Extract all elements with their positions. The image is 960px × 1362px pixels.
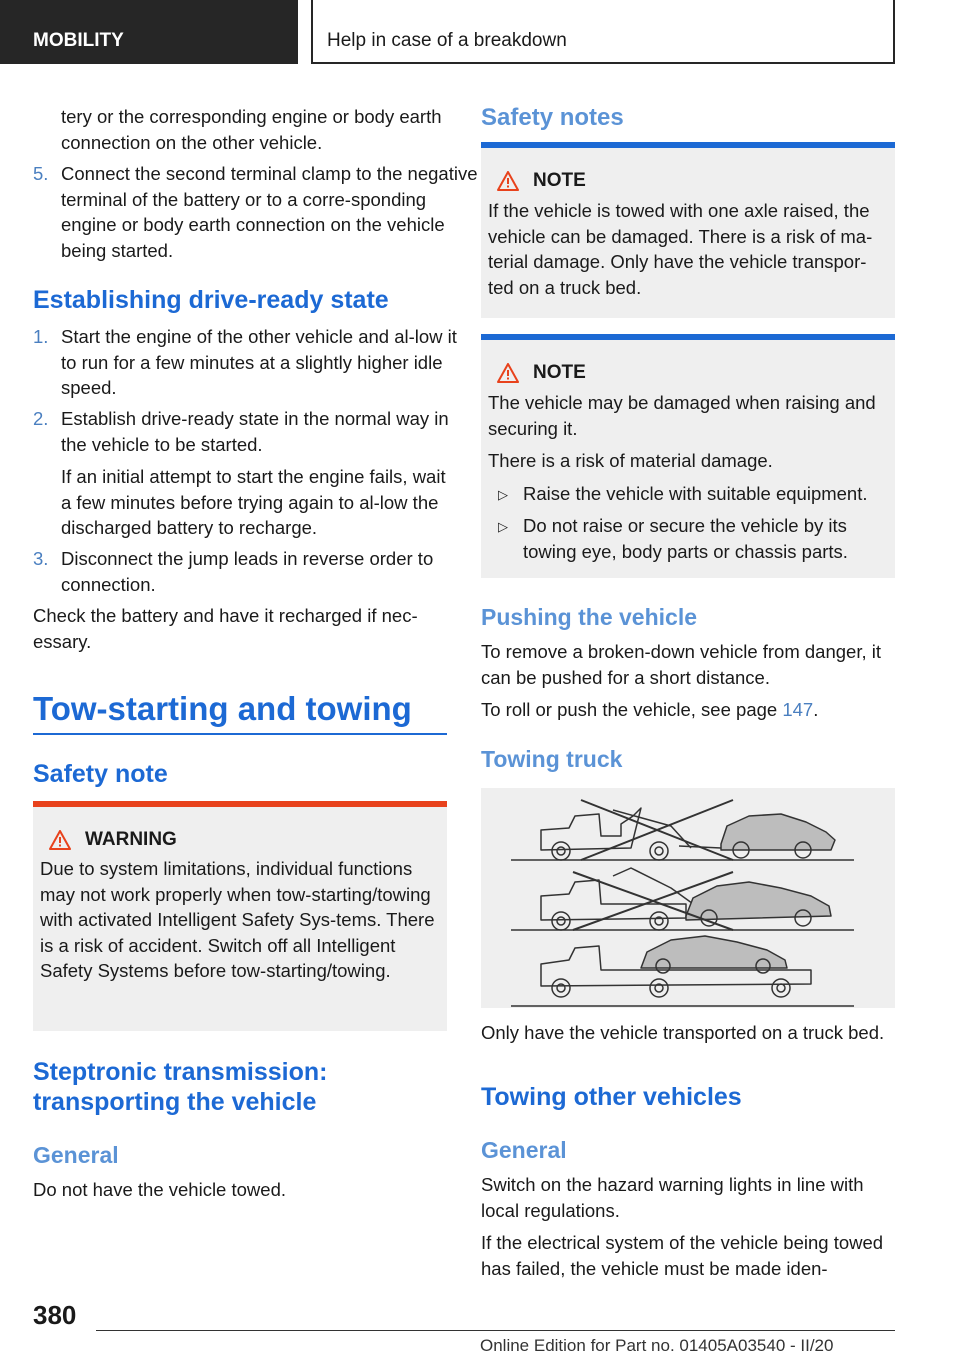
warning-text: Due to system limitations, individual functions may not work properly when tow-starting/towing with activated Intelligent Safety Sys-tems. There is a risk of accident. Switch off all Intelligent Safety Systems before tow-starting/towing. — [40, 858, 435, 981]
illustration-caption: Only have the vehicle transported on a truck bed. — [481, 1022, 885, 1043]
steptronic-heading: Steptronic transmission: transporting the vehicle — [33, 1058, 328, 1116]
step-2 — [33, 406, 471, 457]
note-bar — [481, 334, 895, 340]
hazard-text: Switch on the hazard warning lights in line with local regulations. — [481, 1174, 864, 1221]
step-text: Disconnect the jump leads in reverse order to connection. — [61, 548, 434, 595]
warning-triangle-icon — [49, 830, 71, 850]
safety-notes-heading: Safety notes — [481, 104, 624, 131]
towing-other-heading: Towing other vehicles — [481, 1083, 742, 1111]
pushing-page-ref: To roll or push the vehicle, see page 147. — [481, 699, 819, 720]
towing-illustration — [481, 788, 895, 1008]
check-battery-text: Check the battery and have it recharged if nec-essary. — [33, 605, 418, 652]
note-bullet: ▷ Raise the vehicle with suitable equipment. — [488, 481, 888, 507]
bullet-triangle-icon: ▷ — [498, 519, 508, 534]
electrical-text: If the electrical system of the vehicle being towed has failed, the vehicle must be made iden- — [481, 1232, 884, 1279]
section-tab: MOBILITY — [0, 0, 298, 64]
step-number: 1. — [33, 326, 49, 347]
note-text: The vehicle may be damaged when raising and securing it. — [488, 392, 876, 439]
warning-box — [33, 801, 447, 1031]
pushing-heading: Pushing the vehicle — [481, 604, 697, 630]
warning-label: WARNING — [85, 829, 177, 850]
pushing-text: To remove a broken-down vehicle from danger, it can be pushed for a short distance. — [481, 641, 882, 688]
bullet-triangle-icon: ▷ — [498, 486, 508, 502]
general-heading-right: General — [481, 1137, 567, 1163]
step-number: 5. — [33, 163, 49, 184]
page-number: 380 — [33, 1300, 77, 1330]
note-box-2 — [481, 334, 895, 578]
step-3 — [33, 546, 479, 597]
note-bullet: ▷ Do not raise or secure the vehicle by its towing eye, body parts or chassis parts. — [498, 515, 848, 562]
step-text: Connect the second terminal clamp to the negative terminal of the battery or to a corre-sponding engine or body earth connection on the vehicle being started. — [61, 163, 478, 261]
step-5 — [33, 161, 479, 263]
warning-triangle-icon — [497, 171, 519, 191]
step-text: Start the engine of the other vehicle and al-low it to run for a few minutes at a slightly higher idle speed. — [61, 326, 457, 398]
warning-triangle-icon — [497, 363, 519, 383]
step-text: Establish drive-ready state in the normal way in the vehicle to be started. — [61, 408, 449, 455]
note-header — [488, 170, 888, 192]
towing-truck-heading: Towing truck — [481, 746, 623, 772]
step-number: 3. — [33, 548, 49, 569]
note-label: NOTE — [533, 170, 586, 191]
note-label: NOTE — [533, 362, 586, 383]
safety-note-heading: Safety note — [33, 760, 168, 788]
general-heading: General — [33, 1142, 119, 1168]
towing-truck-illustration — [481, 788, 895, 1008]
step-2-note: If an initial attempt to start the engine fails, wait a few minutes before trying again to al-low the discharged battery to recharge. — [61, 466, 446, 538]
heading-rule — [33, 733, 447, 735]
page-link[interactable]: 147 — [782, 699, 814, 720]
note-bar — [481, 142, 895, 148]
step-number: 2. — [33, 408, 49, 429]
note-box-1 — [481, 142, 895, 318]
warning-bar — [33, 801, 447, 807]
continued-text: tery or the corresponding engine or body earth connection on the other vehicle. — [61, 106, 442, 153]
chapter-title: Help in case of a breakdown — [327, 30, 567, 51]
footer-rule — [96, 1330, 895, 1331]
tow-starting-heading: Tow-starting and towing — [33, 690, 412, 727]
step-1 — [33, 324, 471, 401]
page-header — [0, 0, 960, 66]
general-text: Do not have the vehicle towed. — [33, 1179, 286, 1200]
edition-text: Online Edition for Part no. 01405A03540 - II/20 — [480, 1336, 834, 1355]
note-header — [488, 362, 888, 384]
note-text: If the vehicle is towed with one axle raised, the vehicle can be damaged. There is a risk of ma-terial damage. Only have the vehicle transpor-ted on a truck bed. — [488, 200, 873, 298]
drive-ready-heading: Establishing drive-ready state — [33, 286, 389, 314]
warning-header — [40, 829, 440, 851]
chapter-title-box — [311, 0, 895, 64]
note-text-risk: There is a risk of material damage. — [488, 450, 773, 471]
